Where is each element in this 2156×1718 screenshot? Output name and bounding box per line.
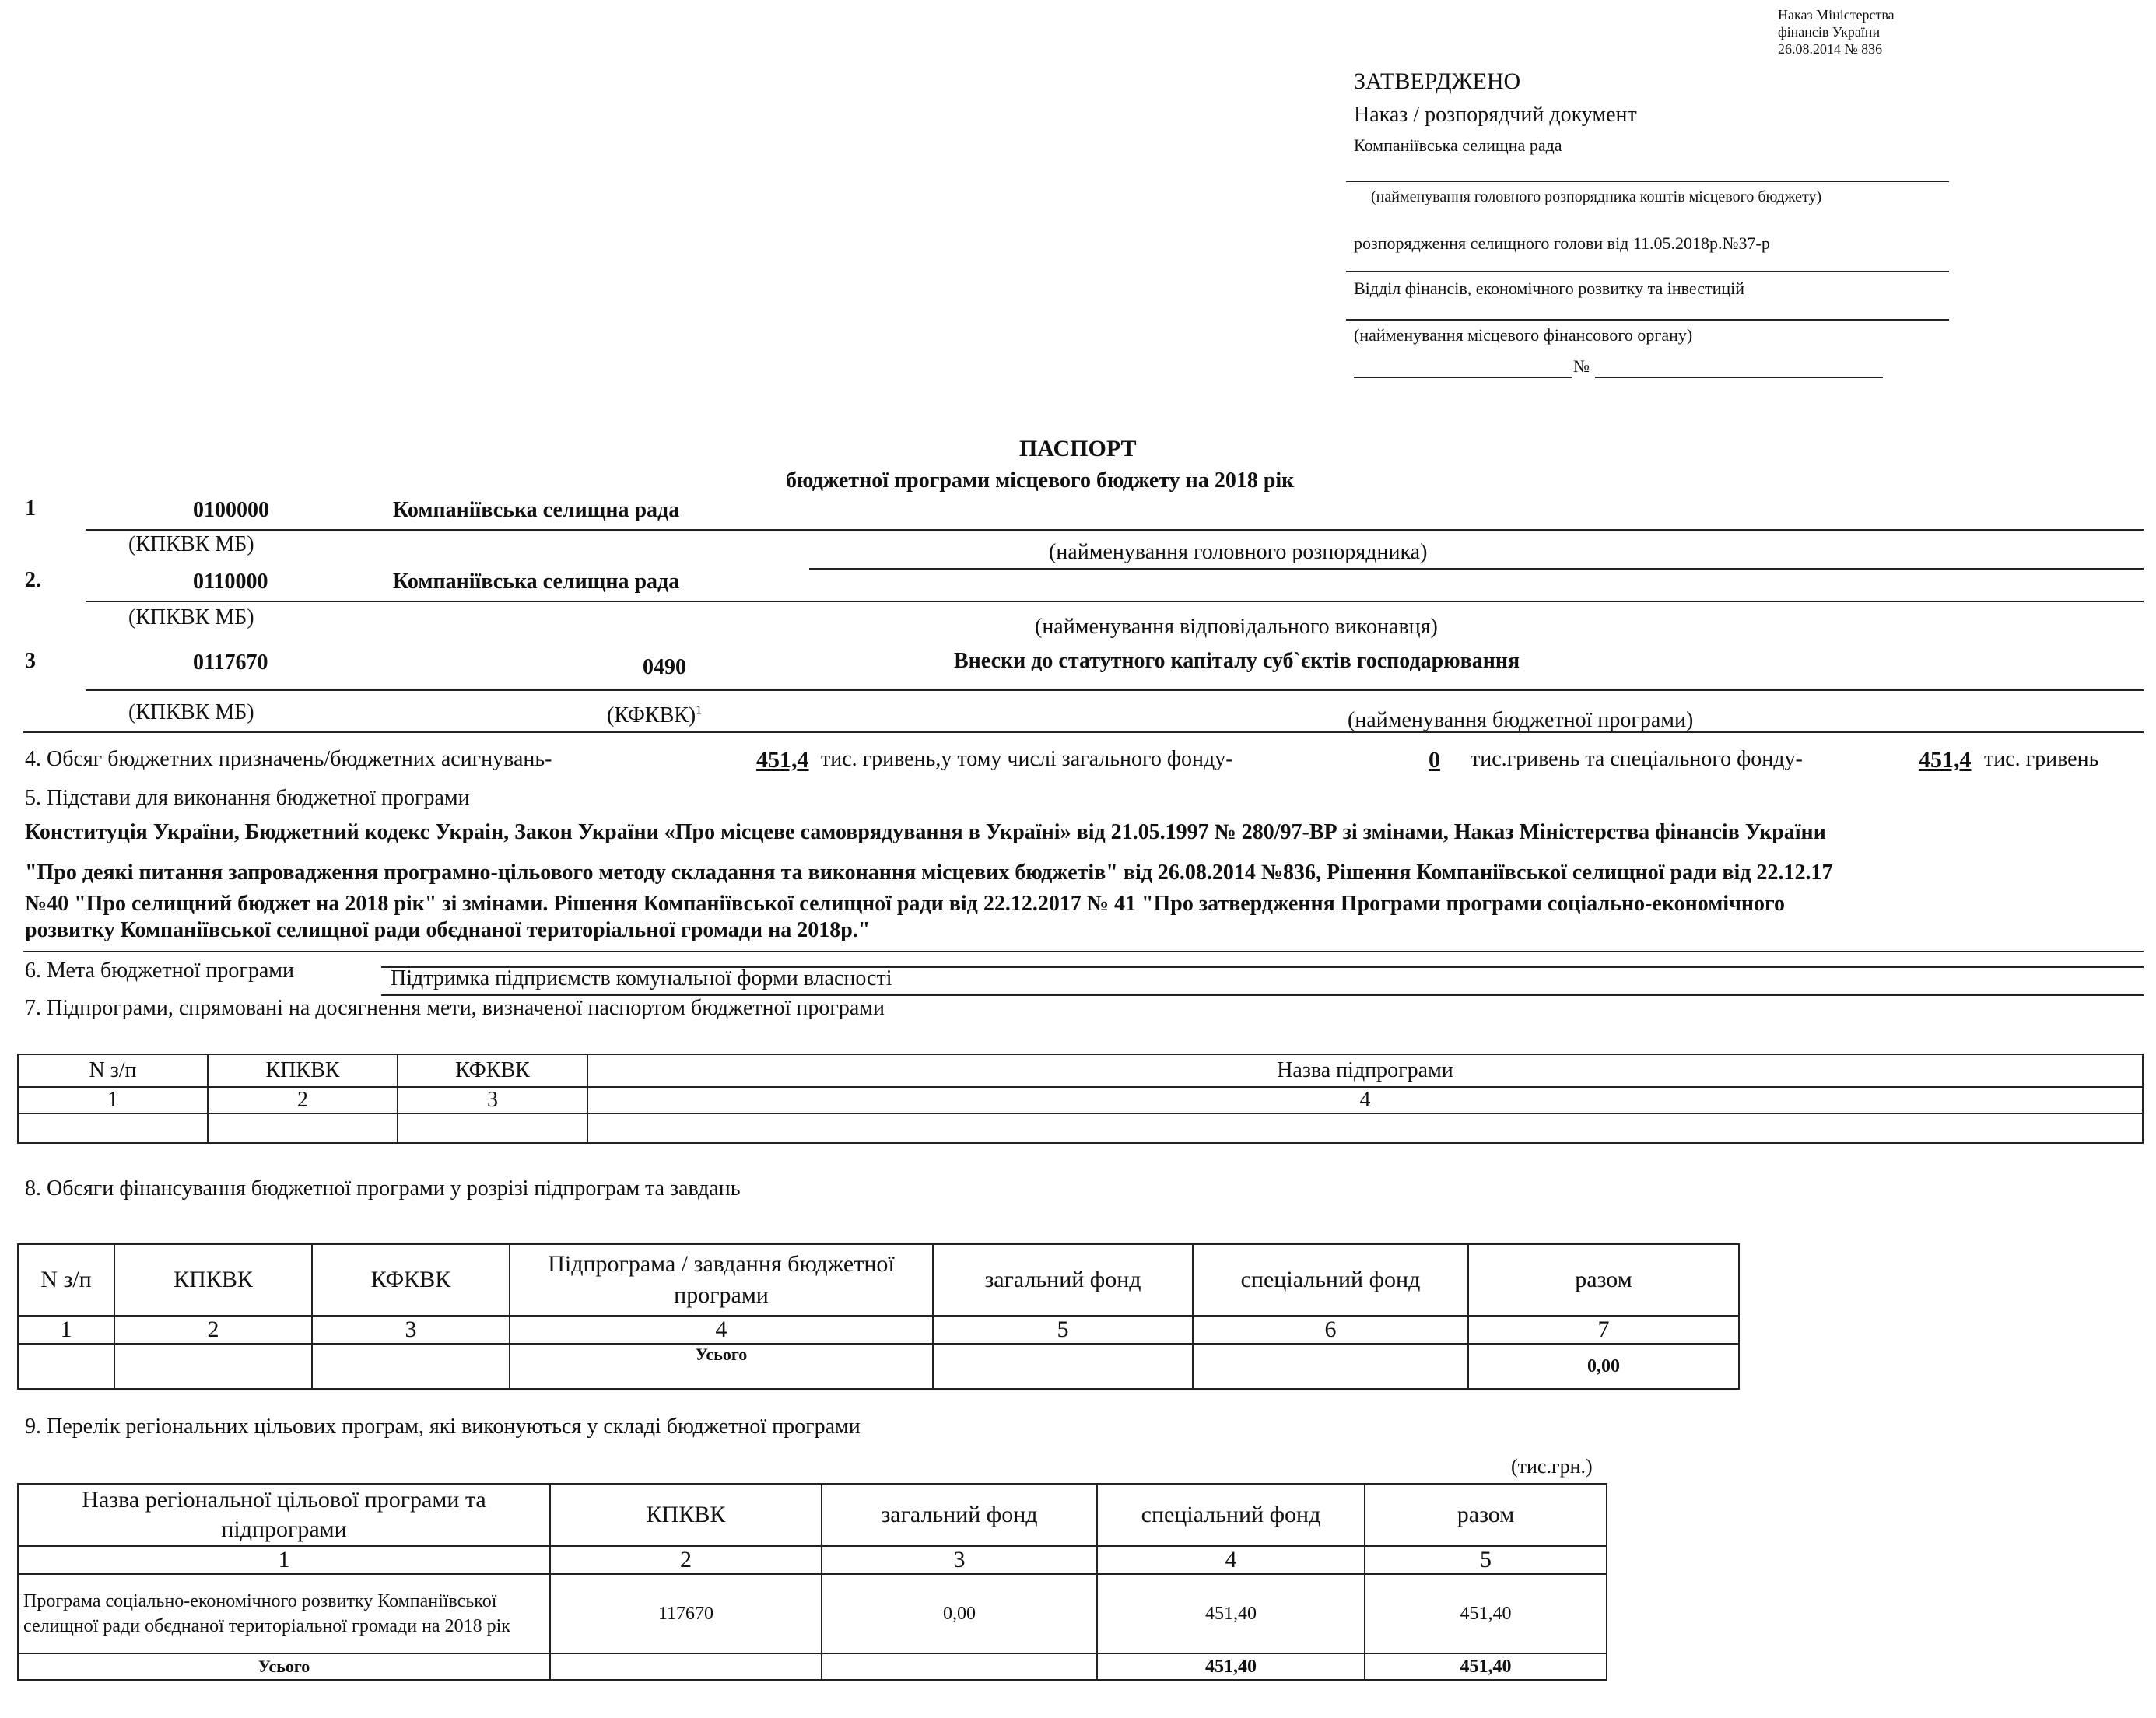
approval-org-line — [1346, 181, 1949, 182]
t7-header-kpkvk: КПКВК — [208, 1054, 398, 1087]
t8-header-task: Підпрограма / завдання бюджетної програми — [510, 1244, 933, 1316]
t8-num-2: 2 — [114, 1316, 312, 1344]
t9-empty-cell — [550, 1653, 822, 1680]
row2-code: 0110000 — [193, 570, 268, 594]
row3-code-caption: (КПКВК МБ) — [128, 700, 254, 724]
item4-end: тис. гривень — [1984, 747, 2099, 771]
item4-mid: тис. гривень,у тому числі загального фонду- — [821, 747, 1233, 771]
row2-line — [86, 601, 2144, 602]
item5-line-3: №40 "Про селищний бюджет на 2018 рік" зі змінами. Рішення Компаніївської селищної ради від 22.12.2017 № 41 "Про затвердження Програми програми соціально-економічного — [25, 892, 1786, 916]
item8-label: 8. Обсяги фінансування бюджетної програми у розрізі підпрограм та завдань — [25, 1176, 741, 1201]
t7-num-2: 2 — [208, 1087, 398, 1113]
t9-num-2: 2 — [550, 1546, 822, 1574]
t7-empty-cell — [18, 1113, 208, 1143]
row3-name: Внески до статутного капіталу суб`єктів господарювання — [954, 649, 1520, 673]
t9-program-name: Програма соціально-економічного розвитку Компаніївської селищної ради обєднаної територіальної громади на 2018 рік — [18, 1574, 550, 1653]
t9-program-total: 451,40 — [1365, 1574, 1607, 1653]
t8-empty-cell — [1193, 1344, 1468, 1389]
row3-line — [86, 689, 2144, 691]
item6-value: Підтримка підприємств комунальної форми власності — [391, 966, 892, 990]
row3-code: 0117670 — [193, 650, 268, 675]
approval-org: Компаніївська селищна рада — [1354, 135, 1562, 155]
t8-header-total: разом — [1468, 1244, 1739, 1316]
row1-code-caption: (КПКВК МБ) — [128, 532, 254, 556]
item5-label: 5. Підстави для виконання бюджетної програми — [25, 786, 470, 810]
t9-num-5: 5 — [1365, 1546, 1607, 1574]
item5-line-4: розвитку Компаніївської селищної ради обєднаної територіальної громади на 2018р." — [25, 918, 871, 942]
t8-num-7: 7 — [1468, 1316, 1739, 1344]
passport-subtitle: бюджетної програми місцевого бюджету на 2018 рік — [786, 468, 1295, 493]
row3-kfk-caption-text: (КФКВК) — [607, 703, 696, 728]
approved-heading: ЗАТВЕРДЖЕНО — [1354, 68, 1521, 94]
t9-program-code: 117670 — [550, 1574, 822, 1653]
row2-name: Компаніївська селищна рада — [393, 570, 680, 594]
t9-header-kpkvk: КПКВК — [550, 1484, 822, 1546]
t7-header-num: N з/п — [18, 1054, 208, 1087]
t8-num-5: 5 — [933, 1316, 1193, 1344]
t8-header-num: N з/п — [18, 1244, 114, 1316]
t8-num-6: 6 — [1193, 1316, 1468, 1344]
item5-line-1: Конституція України, Бюджетний кодекс Украін, Закон України «Про місцеве самоврядування в Україні» від 21.05.1997 № 280/97-ВР зі змінами, Наказ Міністерства фінансів України — [25, 820, 1826, 844]
financing-table — [17, 1243, 1740, 1390]
regional-programs-table — [17, 1483, 1607, 1681]
approval-fin-dept: Відділ фінансів, економічного розвитку та інвестицій — [1354, 279, 1745, 298]
row1-name-caption: (найменування головного розпорядника) — [1049, 540, 1428, 564]
item5-line — [23, 951, 2144, 952]
approval-number-line-left — [1354, 377, 1572, 378]
item4-general: 0 — [1429, 747, 1440, 773]
row2-code-caption: (КПКВК МБ) — [128, 605, 254, 629]
t7-empty-cell — [208, 1113, 398, 1143]
row1-caption-line — [809, 568, 2144, 570]
t8-num-1: 1 — [18, 1316, 114, 1344]
t7-empty-cell — [398, 1113, 587, 1143]
t7-header-kfkvk: КФКВК — [398, 1054, 587, 1087]
item4-label: 4. Обсяг бюджетних призначень/бюджетних асигнувань- — [25, 747, 552, 771]
item6-label: 6. Мета бюджетної програми — [25, 959, 294, 983]
approval-number-sign: № — [1573, 356, 1590, 376]
passport-title: ПАСПОРТ — [1019, 436, 1137, 461]
row1-number: 1 — [25, 496, 36, 521]
t9-total-special: 451,40 — [1097, 1653, 1365, 1680]
row2-number: 2. — [25, 568, 41, 592]
t9-empty-cell — [822, 1653, 1097, 1680]
t9-program-special: 451,40 — [1097, 1574, 1365, 1653]
t8-header-kpkvk: КПКВК — [114, 1244, 312, 1316]
item4-mid2: тис.гривень та спеціального фонду- — [1471, 747, 1803, 771]
item9-unit: (тис.грн.) — [1511, 1455, 1593, 1478]
approval-fin-line — [1346, 319, 1949, 321]
t9-header-special: спеціальний фонд — [1097, 1484, 1365, 1546]
t9-num-4: 4 — [1097, 1546, 1365, 1574]
item6-line-top — [381, 966, 2144, 968]
item5-line-2: "Про деякі питання запровадження програмно-цільового методу складання та виконання місцевих бюджетів" від 26.08.2014 №836, Рішення Компаніївської селищної ради від 22.12.17 — [25, 861, 1833, 885]
t9-header-name: Назва регіональної цільової програми та підпрограми — [18, 1484, 550, 1546]
row3-kfk-footnote: 1 — [696, 703, 703, 717]
t8-empty-cell — [933, 1344, 1193, 1389]
t7-num-1: 1 — [18, 1087, 208, 1113]
t8-empty-cell — [114, 1344, 312, 1389]
approval-decree-line — [1346, 271, 1949, 272]
approval-decree: розпорядження селищного голови від 11.05.2018р.№37-р — [1354, 233, 1770, 253]
t9-total-label: Усього — [18, 1653, 550, 1680]
item7-label: 7. Підпрограми, спрямовані на досягнення мети, визначеної паспортом бюджетної програми — [25, 996, 885, 1020]
row3-name-caption: (найменування бюджетної програми) — [1348, 708, 1694, 732]
row3-caption-line — [23, 731, 2144, 733]
approval-number-line-right — [1595, 377, 1883, 378]
row1-code: 0100000 — [193, 498, 269, 522]
t8-header-general: загальний фонд — [933, 1244, 1193, 1316]
t9-program-general: 0,00 — [822, 1574, 1097, 1653]
corner-line-3: 26.08.2014 № 836 — [1778, 41, 1883, 57]
t8-header-special: спеціальний фонд — [1193, 1244, 1468, 1316]
row3-number: 3 — [25, 649, 36, 673]
t8-empty-cell — [18, 1344, 114, 1389]
row2-name-caption: (найменування відповідального виконавця) — [1035, 615, 1438, 639]
t8-empty-cell — [312, 1344, 510, 1389]
approval-fin-caption: (найменування місцевого фінансового органу) — [1354, 325, 1693, 345]
t7-num-3: 3 — [398, 1087, 587, 1113]
t8-header-kfkvk: КФКВК — [312, 1244, 510, 1316]
t9-header-general: загальний фонд — [822, 1484, 1097, 1546]
t8-num-3: 3 — [312, 1316, 510, 1344]
t9-num-3: 3 — [822, 1546, 1097, 1574]
t8-total-value: 0,00 — [1468, 1344, 1739, 1389]
t8-num-4: 4 — [510, 1316, 933, 1344]
t9-total-sum: 451,40 — [1365, 1653, 1607, 1680]
subprograms-table — [17, 1054, 2144, 1144]
item4-total: 451,4 — [756, 747, 809, 773]
corner-line-1: Наказ Міністерства — [1778, 7, 1895, 23]
approval-order: Наказ / розпорядчий документ — [1354, 103, 1637, 127]
t8-total-label: Усього — [510, 1344, 933, 1389]
approval-org-caption: (найменування головного розпорядника коштів місцевого бюджету) — [1371, 188, 1822, 205]
t9-num-1: 1 — [18, 1546, 550, 1574]
t7-num-4: 4 — [587, 1087, 2143, 1113]
corner-line-2: фінансів України — [1778, 24, 1881, 40]
corner-note — [1778, 6, 1895, 58]
row3-kfk-caption — [607, 703, 702, 728]
t7-empty-cell — [587, 1113, 2143, 1143]
item4-special: 451,4 — [1919, 747, 1972, 773]
row3-kfk: 0490 — [643, 655, 686, 679]
row1-name: Компаніївська селищна рада — [393, 498, 680, 522]
t9-header-total: разом — [1365, 1484, 1607, 1546]
t7-header-name: Назва підпрограми — [587, 1054, 2143, 1087]
row1-line — [86, 529, 2144, 531]
item9-label: 9. Перелік регіональних цільових програм, які виконуються у складі бюджетної програми — [25, 1415, 861, 1439]
